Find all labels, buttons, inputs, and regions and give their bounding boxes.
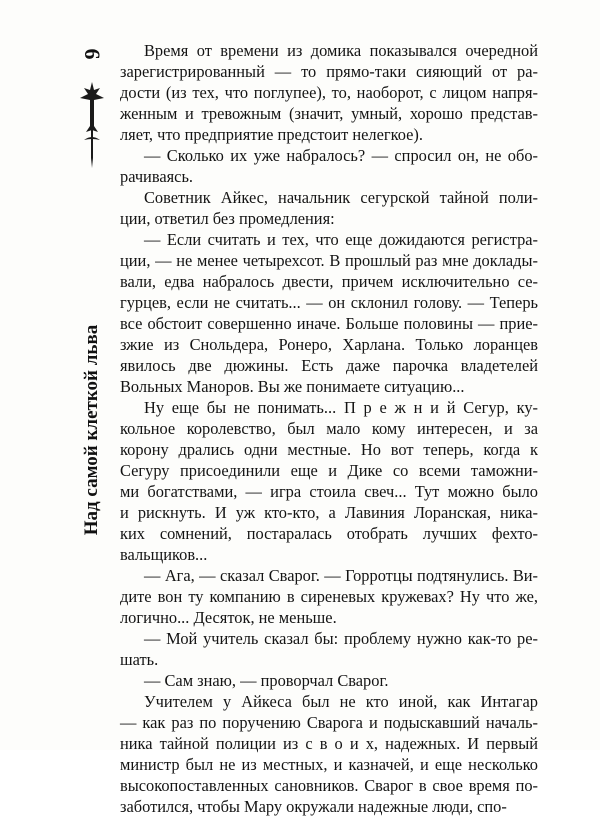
text-line: логично... Десяток, не меньше.: [120, 608, 337, 627]
page-number: 6: [80, 48, 105, 60]
paragraph: [120, 397, 538, 565]
text-line: — Ага, — сказал Сварог. — Горротцы подтянулись. Ви-: [144, 566, 538, 585]
text-line: Ну еще бы не понимать... П р е ж н и й Сегур, ку-: [144, 398, 538, 417]
paragraph: [120, 628, 538, 670]
sword-ornament-icon: [78, 80, 106, 170]
text-line: — Сколько их уже набралось? — спросил он, не обо-: [144, 146, 538, 165]
text-line: — Сам знаю, — проворчал Сварог.: [144, 671, 389, 690]
text-line: зарегистрированный — то прямо-таки сияющий от ра-: [120, 62, 538, 81]
text-line: Вольных Маноров. Вы же понимаете ситуацию...: [120, 377, 465, 396]
text-line: ника тайной полиции из с в о и х, надежных. И первый: [120, 734, 538, 753]
paragraph: [120, 145, 538, 187]
text-line: шать.: [120, 650, 159, 669]
text-line: ких сомнений, постаралась отобрать лучших фехто-: [120, 524, 538, 543]
paragraph: [120, 187, 538, 229]
paragraph: [120, 670, 538, 691]
text-line: вали, едва набралось двести, причем исключительно се-: [120, 272, 538, 291]
text-line: Советник Айкес, начальник сегурской тайной поли-: [144, 188, 538, 207]
text-line: Сегуру присоединили еще и Дике со всеми таможни-: [120, 461, 538, 480]
text-line: высокопоставленных сановников. Сварог в свое время по-: [120, 776, 538, 795]
text-line: дите вон ту компанию в сиреневых кружевах? Ну что же,: [120, 587, 538, 606]
text-line: Время от времени из домика показывался очередной: [144, 41, 538, 60]
text-line: зжие из Снольдера, Ронеро, Харлана. Только лоранцев: [120, 335, 538, 354]
text-line: гурцев, если не считать... — он склонил голову. — Теперь: [120, 293, 538, 312]
side-bar: [72, 40, 112, 660]
text-line: — Мой учитель сказал бы: проблему нужно как-то ре-: [144, 629, 538, 648]
text-line: заботился, чтобы Мару окружали надежные люди, спо-: [120, 797, 507, 816]
paragraph: [120, 229, 538, 397]
text-line: все обстоит совершенно иначе. Больше половины — прие-: [120, 314, 538, 333]
text-line: и рискнуть. И уж кто-кто, а Лавиния Лоранская, ника-: [120, 503, 538, 522]
text-line: кольное королевство, был мало кому интересен, и за: [120, 419, 538, 438]
body-text: [120, 40, 538, 817]
text-line: корону дрались одни местные. Но вот теперь, когда к: [120, 440, 538, 459]
text-line: дости (из тех, что поглупее), то, наоборот, с лицом напря-: [120, 83, 538, 102]
running-title-text: Над самой клеткой льва: [81, 324, 102, 536]
text-line: рачиваясь.: [120, 167, 194, 186]
paragraph: [120, 565, 538, 628]
text-line: ции, — не менее четырехсот. В прошлый раз мне доклады-: [120, 251, 538, 270]
text-line: вальщиков...: [120, 545, 208, 564]
text-line: ции, ответил без промедления:: [120, 209, 335, 228]
paragraph: [120, 40, 538, 145]
paragraph: [120, 691, 538, 817]
text-line: Учителем у Айкеса был не кто иной, как Интагар: [144, 692, 538, 711]
text-line: — Если считать и тех, что еще дожидаются регистра-: [144, 230, 538, 249]
text-line: женным и тревожным (значит, умный, хорошо представ-: [120, 104, 538, 123]
text-line: ляет, что предприятие предстоит нелегкое).: [120, 125, 423, 144]
text-line: министр был не из местных, и казначей, и еще несколько: [120, 755, 538, 774]
text-line: явилось две дюжины. Есть даже парочка владетелей: [120, 356, 538, 375]
text-line: — как раз по поручению Сварога и подыскавший началь-: [120, 713, 538, 732]
text-line: ми богатствами, — игра стоила свеч... Тут можно было: [120, 482, 538, 501]
